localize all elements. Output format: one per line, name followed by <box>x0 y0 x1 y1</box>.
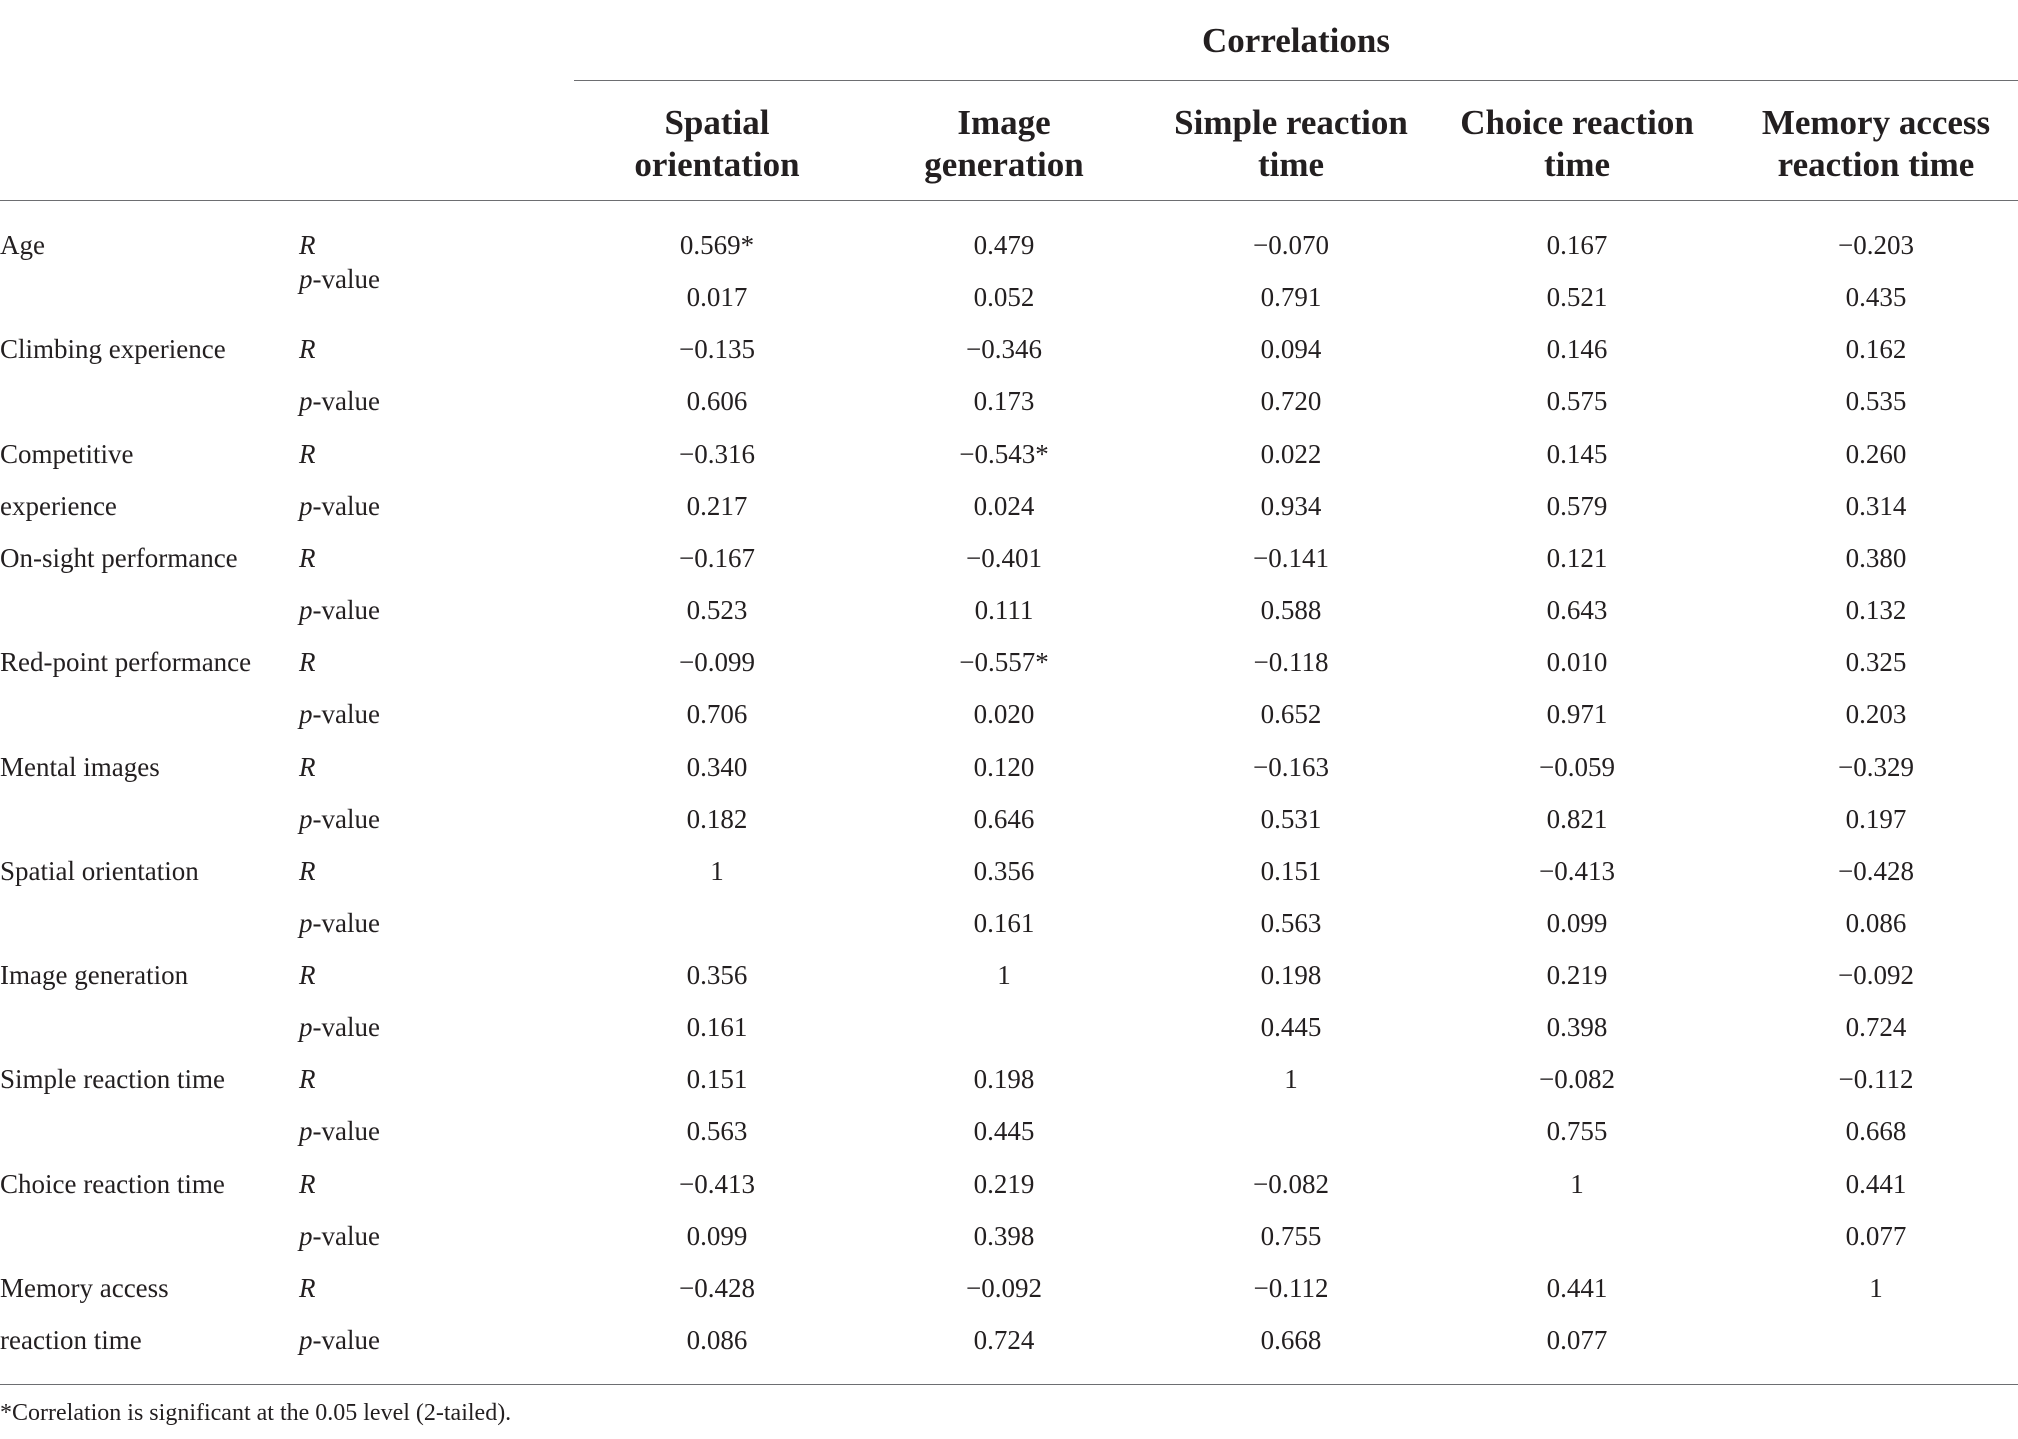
column-header-line: Memory access <box>1761 103 1991 142</box>
r-value-cell: −0.346 <box>966 334 1042 364</box>
row-variable-label: Memory access <box>0 1273 169 1303</box>
r-value-cell: −0.118 <box>1253 647 1329 677</box>
p-value-cell: 0.314 <box>1845 491 1907 521</box>
p-value-cell: 0.724 <box>1845 1012 1907 1042</box>
group-rule <box>574 80 2018 81</box>
r-stat-label <box>299 437 316 471</box>
r-value-cell: 0.219 <box>1546 960 1608 990</box>
r-stat-label <box>299 750 316 784</box>
r-value-cell: 0.151 <box>1260 856 1322 886</box>
r-value-cell: 0.441 <box>1546 1273 1608 1303</box>
p-value-cell: 0.161 <box>686 1012 748 1042</box>
r-value-cell: −0.428 <box>1838 856 1914 886</box>
r-stat-label <box>299 541 316 575</box>
p-value-cell: 0.086 <box>1845 908 1907 938</box>
p-value-cell: 0.706 <box>686 699 748 729</box>
r-stat-label <box>299 854 316 888</box>
p-value-cell: 0.575 <box>1546 386 1608 416</box>
column-header-line: time <box>1257 145 1325 184</box>
header-rule <box>0 200 2018 201</box>
p-value-cell: 0.755 <box>1260 1221 1322 1251</box>
p-value-cell: 0.579 <box>1546 491 1608 521</box>
p-value-cell: 0.668 <box>1845 1116 1907 1146</box>
r-value-cell: 0.146 <box>1546 334 1608 364</box>
p-value-stat-label <box>299 593 380 627</box>
column-header-line: reaction time <box>1777 145 1975 184</box>
p-value-cell: 0.099 <box>1546 908 1608 938</box>
r-value-cell: 0.198 <box>973 1064 1035 1094</box>
r-value-cell: 0.356 <box>686 960 748 990</box>
r-symbol: R <box>299 960 316 990</box>
r-value-cell: 0.198 <box>1260 960 1322 990</box>
r-value-cell: −0.099 <box>679 647 755 677</box>
p-value-cell: 0.435 <box>1845 282 1907 312</box>
r-value-cell: −0.135 <box>679 334 755 364</box>
p-suffix: -value <box>312 908 380 938</box>
r-symbol: R <box>299 230 316 260</box>
p-value-cell: 0.203 <box>1845 699 1907 729</box>
p-value-stat-label <box>299 1010 380 1044</box>
r-symbol: R <box>299 439 316 469</box>
r-value-cell: −0.428 <box>679 1273 755 1303</box>
p-value-cell: 0.398 <box>973 1221 1035 1251</box>
p-suffix: -value <box>312 264 380 294</box>
r-symbol: R <box>299 856 316 886</box>
r-stat-label <box>299 332 316 366</box>
p-suffix: -value <box>312 1325 380 1355</box>
p-value-cell: 0.086 <box>686 1325 748 1355</box>
p-value-stat-label <box>299 262 380 296</box>
r-value-cell: 0.010 <box>1546 647 1608 677</box>
r-value-cell: 0.145 <box>1546 439 1608 469</box>
r-value-cell: 0.151 <box>686 1064 748 1094</box>
group-title: Correlations <box>1202 21 1390 60</box>
row-variable-label: Climbing experience <box>0 334 226 364</box>
r-stat-label <box>299 958 316 992</box>
r-stat-label <box>299 228 316 262</box>
p-value-cell: 0.724 <box>973 1325 1035 1355</box>
p-value-cell: 0.052 <box>973 282 1035 312</box>
p-value-cell: 0.161 <box>973 908 1035 938</box>
r-value-cell: 1 <box>1570 1169 1584 1199</box>
p-value-cell: 0.077 <box>1845 1221 1907 1251</box>
p-suffix: -value <box>312 804 380 834</box>
r-value-cell: 0.380 <box>1845 543 1907 573</box>
p-value-cell: 0.017 <box>686 282 748 312</box>
r-value-cell: −0.329 <box>1838 752 1914 782</box>
r-symbol: R <box>299 1169 316 1199</box>
row-variable-label: Mental images <box>0 752 160 782</box>
r-stat-label <box>299 1167 316 1201</box>
p-suffix: -value <box>312 386 380 416</box>
r-value-cell: −0.092 <box>966 1273 1042 1303</box>
r-value-cell: 0.356 <box>973 856 1035 886</box>
p-value-stat-label <box>299 697 380 731</box>
column-header-line: Simple reaction <box>1174 103 1408 142</box>
table-footnote: *Correlation is significant at the 0.05 level (2-tailed). <box>0 1400 512 1426</box>
p-value-cell: 0.646 <box>973 804 1035 834</box>
p-symbol: p <box>299 595 313 625</box>
r-value-cell: 1 <box>1869 1273 1883 1303</box>
column-header <box>587 94 847 194</box>
p-symbol: p <box>299 386 313 416</box>
r-stat-label <box>299 1062 316 1096</box>
p-value-cell: 0.024 <box>973 491 1035 521</box>
p-value-cell: 0.523 <box>686 595 748 625</box>
p-value-stat-label <box>299 906 380 940</box>
row-variable-label: Choice reaction time <box>0 1169 225 1199</box>
p-suffix: -value <box>312 595 380 625</box>
r-value-cell: −0.557* <box>959 647 1049 677</box>
r-value-cell: 0.121 <box>1546 543 1608 573</box>
p-value-cell: 0.099 <box>686 1221 748 1251</box>
p-value-cell: 0.020 <box>973 699 1035 729</box>
r-value-cell: 0.569* <box>679 230 755 260</box>
r-value-cell: 0.219 <box>973 1169 1035 1199</box>
r-value-cell: −0.316 <box>679 439 755 469</box>
p-suffix: -value <box>312 699 380 729</box>
p-symbol: p <box>299 1325 313 1355</box>
p-value-cell: 0.606 <box>686 386 748 416</box>
row-variable-label: Red-point performance <box>0 647 252 677</box>
p-value-cell: 0.111 <box>974 595 1034 625</box>
p-value-cell: 0.563 <box>1260 908 1322 938</box>
p-symbol: p <box>299 908 313 938</box>
r-value-cell: 1 <box>997 960 1011 990</box>
p-value-cell: 0.588 <box>1260 595 1322 625</box>
r-value-cell: 0.022 <box>1260 439 1322 469</box>
row-variable-label: Spatial orientation <box>0 856 199 886</box>
p-symbol: p <box>299 804 313 834</box>
column-header-line: generation <box>924 145 1084 184</box>
p-value-cell: 0.197 <box>1845 804 1907 834</box>
p-value-cell: 0.563 <box>686 1116 748 1146</box>
p-value-cell: 0.720 <box>1260 386 1322 416</box>
p-value-cell: 0.521 <box>1546 282 1608 312</box>
r-value-cell: −0.543* <box>959 439 1049 469</box>
r-value-cell: −0.413 <box>1539 856 1615 886</box>
p-value-cell: 0.755 <box>1546 1116 1608 1146</box>
r-stat-label <box>299 645 316 679</box>
r-value-cell: 0.167 <box>1546 230 1608 260</box>
r-value-cell: 0.340 <box>686 752 748 782</box>
p-value-cell: 0.445 <box>1260 1012 1322 1042</box>
r-value-cell: −0.413 <box>679 1169 755 1199</box>
p-value-stat-label <box>299 384 380 418</box>
r-value-cell: −0.401 <box>966 543 1042 573</box>
p-value-cell: 0.132 <box>1845 595 1907 625</box>
p-value-stat-label <box>299 489 380 523</box>
r-value-cell: −0.092 <box>1838 960 1914 990</box>
p-value-stat-label <box>299 1114 380 1148</box>
r-value-cell: 0.260 <box>1845 439 1907 469</box>
r-symbol: R <box>299 543 316 573</box>
column-header <box>874 94 1134 194</box>
p-symbol: p <box>299 1116 313 1146</box>
r-value-cell: 1 <box>710 856 724 886</box>
r-value-cell: −0.163 <box>1253 752 1329 782</box>
r-symbol: R <box>299 752 316 782</box>
r-value-cell: 0.479 <box>973 230 1035 260</box>
row-variable-label: reaction time <box>0 1325 142 1355</box>
p-value-cell: 0.398 <box>1546 1012 1608 1042</box>
p-symbol: p <box>299 699 313 729</box>
p-suffix: -value <box>312 1116 380 1146</box>
row-variable-label: Image generation <box>0 960 189 990</box>
r-value-cell: −0.070 <box>1253 230 1329 260</box>
column-header <box>1741 94 2011 194</box>
column-header <box>1156 94 1426 194</box>
r-value-cell: 0.120 <box>973 752 1035 782</box>
r-value-cell: −0.203 <box>1838 230 1914 260</box>
p-suffix: -value <box>312 1221 380 1251</box>
p-value-cell: 0.668 <box>1260 1325 1322 1355</box>
r-value-cell: 1 <box>1284 1064 1298 1094</box>
row-variable-label: experience <box>0 491 117 521</box>
p-value-cell: 0.643 <box>1546 595 1608 625</box>
p-value-stat-label <box>299 802 380 836</box>
p-value-stat-label <box>299 1219 380 1253</box>
p-value-cell: 0.934 <box>1260 491 1322 521</box>
r-value-cell: −0.112 <box>1253 1273 1329 1303</box>
p-value-cell: 0.077 <box>1546 1325 1608 1355</box>
p-value-cell: 0.531 <box>1260 804 1322 834</box>
r-value-cell: −0.082 <box>1539 1064 1615 1094</box>
p-value-cell: 0.445 <box>973 1116 1035 1146</box>
r-value-cell: −0.112 <box>1838 1064 1914 1094</box>
p-value-stat-label <box>299 1323 380 1357</box>
r-value-cell: −0.059 <box>1539 752 1615 782</box>
p-value-cell: 0.182 <box>686 804 748 834</box>
p-value-cell: 0.971 <box>1546 699 1608 729</box>
column-header-line: orientation <box>634 145 800 184</box>
r-value-cell: 0.094 <box>1260 334 1322 364</box>
bottom-rule <box>0 1384 2018 1385</box>
p-value-cell: 0.173 <box>973 386 1035 416</box>
p-symbol: p <box>299 1012 313 1042</box>
row-variable-label: Competitive <box>0 439 134 469</box>
row-variable-label: On-sight performance <box>0 543 238 573</box>
r-value-cell: −0.141 <box>1253 543 1329 573</box>
r-symbol: R <box>299 647 316 677</box>
r-value-cell: 0.325 <box>1845 647 1907 677</box>
p-symbol: p <box>299 1221 313 1251</box>
r-symbol: R <box>299 1273 316 1303</box>
p-value-cell: 0.652 <box>1260 699 1322 729</box>
r-stat-label <box>299 1271 316 1305</box>
p-value-cell: 0.217 <box>686 491 748 521</box>
column-header-line: Spatial <box>664 103 770 142</box>
p-suffix: -value <box>312 1012 380 1042</box>
row-variable-label: Age <box>0 230 45 260</box>
r-value-cell: 0.162 <box>1845 334 1907 364</box>
p-suffix: -value <box>312 491 380 521</box>
r-value-cell: 0.441 <box>1845 1169 1907 1199</box>
p-value-cell: 0.821 <box>1546 804 1608 834</box>
r-value-cell: −0.082 <box>1253 1169 1329 1199</box>
r-symbol: R <box>299 334 316 364</box>
p-symbol: p <box>299 264 313 294</box>
p-symbol: p <box>299 491 313 521</box>
r-value-cell: −0.167 <box>679 543 755 573</box>
row-variable-label: Simple reaction time <box>0 1064 225 1094</box>
column-header-line: Image <box>957 103 1051 142</box>
p-value-cell: 0.791 <box>1260 282 1322 312</box>
column-header-line: Choice reaction <box>1460 103 1694 142</box>
p-value-cell: 0.535 <box>1845 386 1907 416</box>
column-header-line: time <box>1543 145 1611 184</box>
column-header <box>1442 94 1712 194</box>
r-symbol: R <box>299 1064 316 1094</box>
